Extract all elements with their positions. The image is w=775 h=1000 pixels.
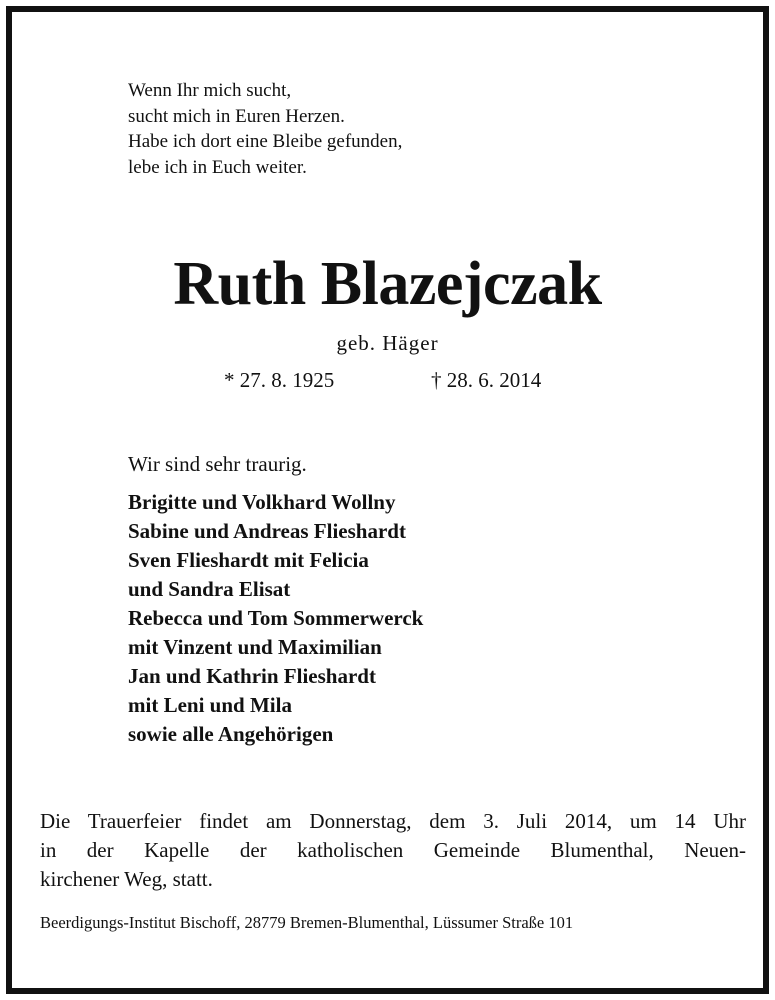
mourner-line: Jan und Kathrin Flieshardt bbox=[128, 664, 376, 688]
mourner-line: und Sandra Elisat bbox=[128, 577, 291, 601]
deceased-name: Ruth Blazejczak bbox=[173, 250, 602, 318]
mourner-line: Sven Flieshardt mit Felicia bbox=[128, 548, 369, 572]
funeral-notice-line: Die Trauerfeier findet am Donnerstag, dem 3. Juli 2014, um 14 Uhr bbox=[40, 809, 746, 833]
mourner-line: mit Vinzent und Maximilian bbox=[128, 635, 382, 659]
mourner-line: Brigitte und Volkhard Wollny bbox=[128, 490, 396, 514]
obituary-frame bbox=[6, 6, 769, 994]
mourner-line: Sabine und Andreas Flieshardt bbox=[128, 519, 406, 543]
poem-line: sucht mich in Euren Herzen. bbox=[128, 105, 345, 127]
mourner-line: sowie alle Angehörigen bbox=[128, 722, 334, 746]
poem-line: Habe ich dort eine Bleibe gefunden, bbox=[128, 131, 403, 152]
poem-line: lebe ich in Euch weiter. bbox=[128, 156, 307, 178]
funeral-notice bbox=[40, 807, 746, 894]
funeral-notice-line: in der Kapelle der katholischen Gemeinde Blumenthal, Neuen- bbox=[40, 838, 746, 862]
mourner-line: mit Leni und Mila bbox=[128, 693, 292, 717]
life-dates bbox=[12, 365, 763, 395]
condolence-message: Wir sind sehr traurig. bbox=[128, 452, 307, 476]
mourner-line: Rebecca und Tom Sommerwerck bbox=[128, 606, 424, 630]
poem-line: Wenn Ihr mich sucht, bbox=[128, 80, 292, 101]
maiden-name: geb. Häger bbox=[336, 331, 439, 355]
poem bbox=[128, 78, 648, 180]
death-date: † 28. 6. 2014 bbox=[431, 368, 542, 392]
undertaker-info: Beerdigungs-Institut Bischoff, 28779 Bremen-Blumenthal, Lüssumer Straße 101 bbox=[40, 913, 574, 932]
birth-date: * 27. 8. 1925 bbox=[224, 368, 335, 392]
mourners-list bbox=[128, 488, 423, 749]
funeral-notice-line: kirchener Weg, statt. bbox=[40, 867, 213, 891]
